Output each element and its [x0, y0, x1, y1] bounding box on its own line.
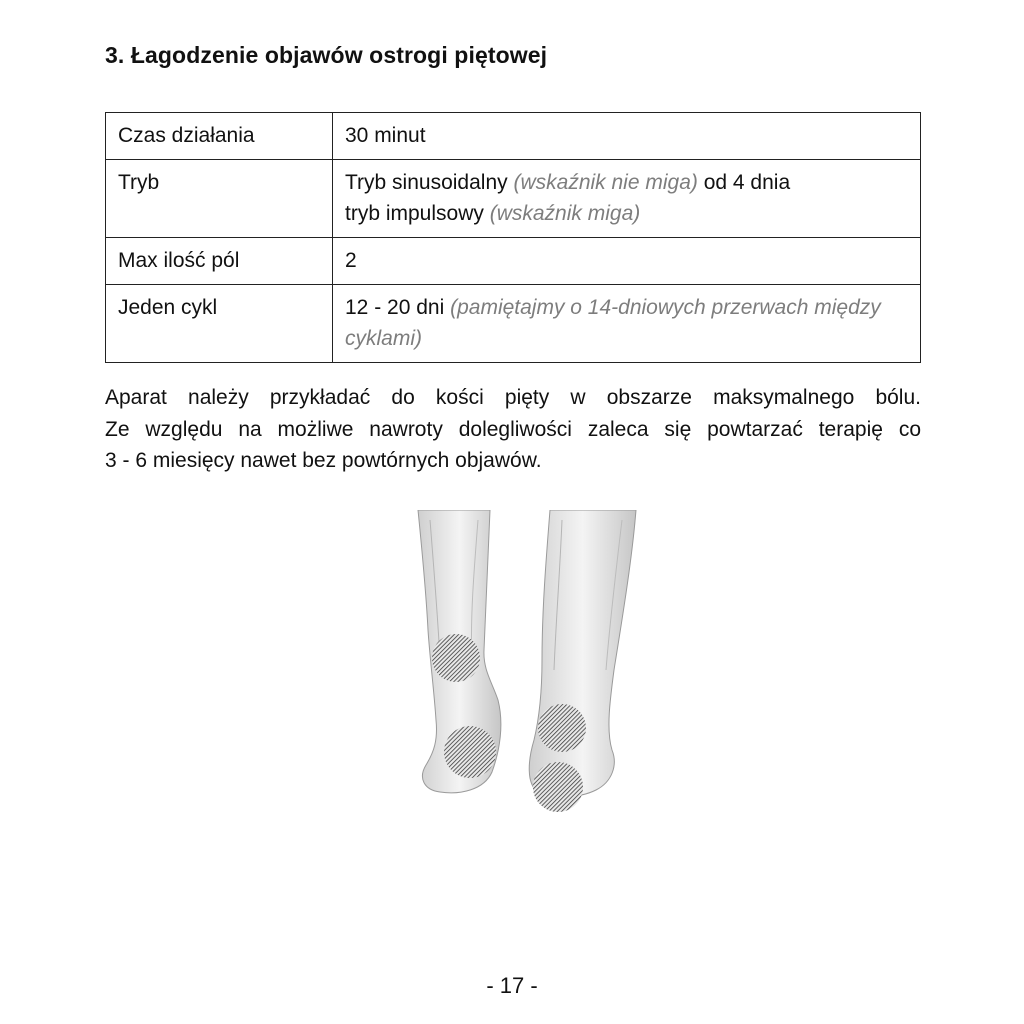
section-heading: 3. Łagodzenie objawów ostrogi piętowej — [105, 42, 548, 68]
table-row — [106, 238, 921, 285]
row-value-cycle — [333, 285, 921, 363]
heels-illustration — [400, 510, 640, 830]
application-spot — [533, 762, 583, 812]
application-spot — [538, 704, 586, 752]
application-instructions — [105, 382, 921, 477]
row-value-max-fields: 2 — [333, 238, 921, 285]
row-label-duration: Czas działania — [106, 113, 333, 160]
mode-sinusoidal-note: (wskaźnik nie miga) — [513, 171, 698, 194]
row-label-cycle: Jeden cykl — [106, 285, 333, 363]
row-label-mode: Tryb — [106, 160, 333, 238]
row-value-duration: 30 minut — [333, 113, 921, 160]
application-spot — [444, 726, 496, 778]
table-row — [106, 113, 921, 160]
row-label-max-fields: Max ilość pól — [106, 238, 333, 285]
cycle-duration-text: 12 - 20 dni — [345, 296, 445, 319]
right-leg — [529, 510, 636, 797]
therapy-parameters-table — [105, 112, 921, 363]
row-value-mode — [333, 160, 921, 238]
instruction-line: 3 - 6 miesięcy nawet bez powtórnych objawów. — [105, 449, 542, 472]
application-spot — [432, 634, 480, 682]
table-row — [106, 285, 921, 363]
cycle-break-note: (pamiętajmy o 14-dniowych przerwach między cyklami) — [345, 296, 881, 350]
instruction-line: Ze względu na możliwe nawroty dolegliwości zaleca się powtarzać terapię co — [105, 417, 921, 441]
table-row — [106, 160, 921, 238]
mode-impulse-text: tryb impulsowy — [345, 202, 484, 225]
page-number: - 17 - — [486, 973, 538, 998]
mode-sinusoidal-suffix: od 4 dnia — [703, 171, 791, 194]
mode-impulse-note: (wskaźnik miga) — [489, 202, 641, 225]
mode-sinusoidal-text: Tryb sinusoidalny — [345, 171, 508, 194]
instruction-line: Aparat należy przykładać do kości pięty w obszarze maksymalnego bólu. — [105, 386, 921, 409]
